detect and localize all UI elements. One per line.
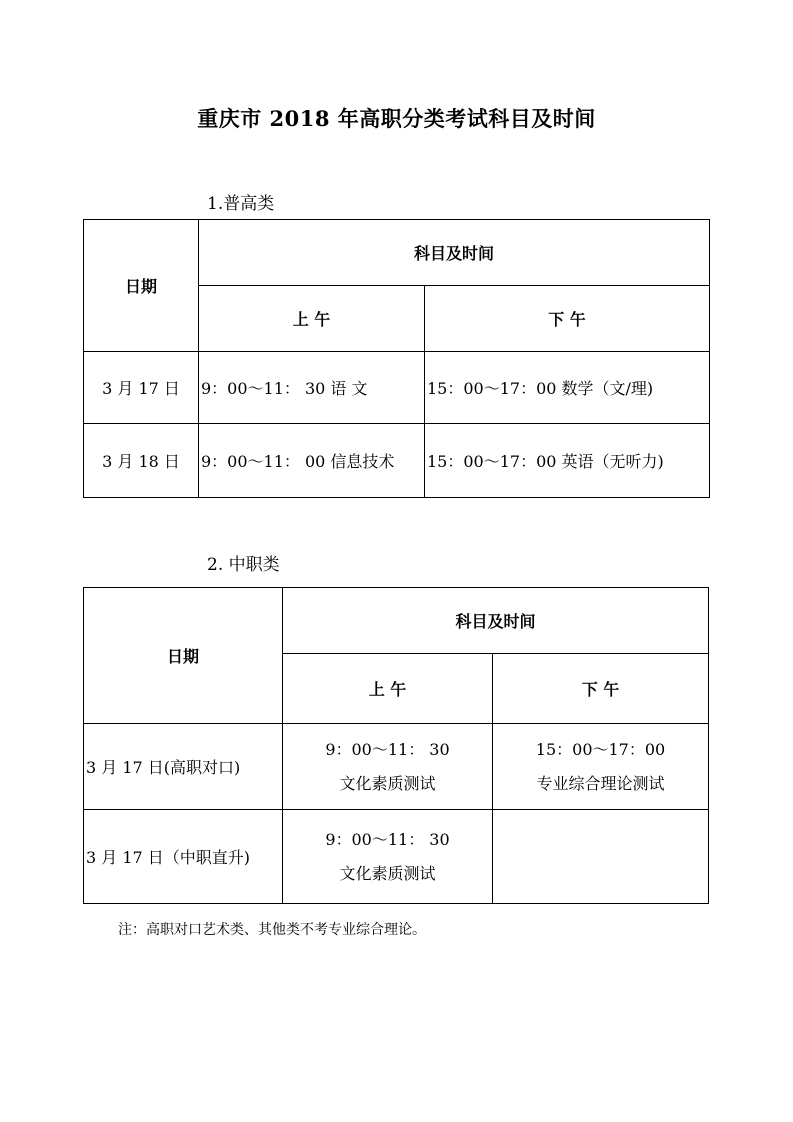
morning-time: 9：00～11： 30 [325, 829, 450, 849]
date-header: 日期 [84, 220, 199, 352]
morning-cell: 9：00～11： 30 语 文 [199, 352, 425, 424]
morning-subject: 文化素质测试 [339, 863, 436, 883]
morning-header: 上 午 [283, 654, 493, 724]
page-title: 重庆市 2018 年高职分类考试科目及时间 [197, 106, 596, 131]
morning-subject: 文化素质测试 [339, 773, 436, 793]
date-cell: 3 月 17 日 [84, 352, 199, 424]
table-row [84, 352, 710, 424]
afternoon-time: 15：00～17：00 [535, 739, 666, 759]
morning-time: 9：00～11： 30 [325, 739, 450, 759]
footnote: 注：高职对口艺术类、其他类不考专业综合理论。 [118, 922, 426, 938]
afternoon-cell: 15：00～17：00 英语（无听力) [425, 424, 710, 498]
table-row [84, 810, 709, 904]
morning-header: 上 午 [199, 286, 425, 352]
afternoon-header: 下 午 [425, 286, 710, 352]
date-cell: 3 月 17 日(高职对口) [84, 724, 283, 810]
subject-time-header: 科目及时间 [199, 220, 710, 286]
morning-cell [283, 810, 493, 904]
date-cell: 3 月 17 日（中职直升) [84, 810, 283, 904]
table-row [84, 424, 710, 498]
date-cell: 3 月 18 日 [84, 424, 199, 498]
section-2-heading: 2. 中职类 [207, 555, 280, 575]
morning-cell [283, 724, 493, 810]
schedule-table-general [83, 219, 710, 498]
section-1-heading: 1.普高类 [207, 194, 275, 214]
subject-time-header: 科目及时间 [283, 588, 709, 654]
afternoon-subject: 专业综合理论测试 [536, 773, 665, 793]
schedule-table-vocational [83, 587, 709, 904]
afternoon-cell [493, 724, 709, 810]
afternoon-cell [493, 810, 709, 904]
date-header: 日期 [84, 588, 283, 724]
afternoon-header: 下 午 [493, 654, 709, 724]
morning-cell: 9：00～11： 00 信息技术 [199, 424, 425, 498]
table-row [84, 724, 709, 810]
afternoon-cell: 15：00～17：00 数学（文/理) [425, 352, 710, 424]
